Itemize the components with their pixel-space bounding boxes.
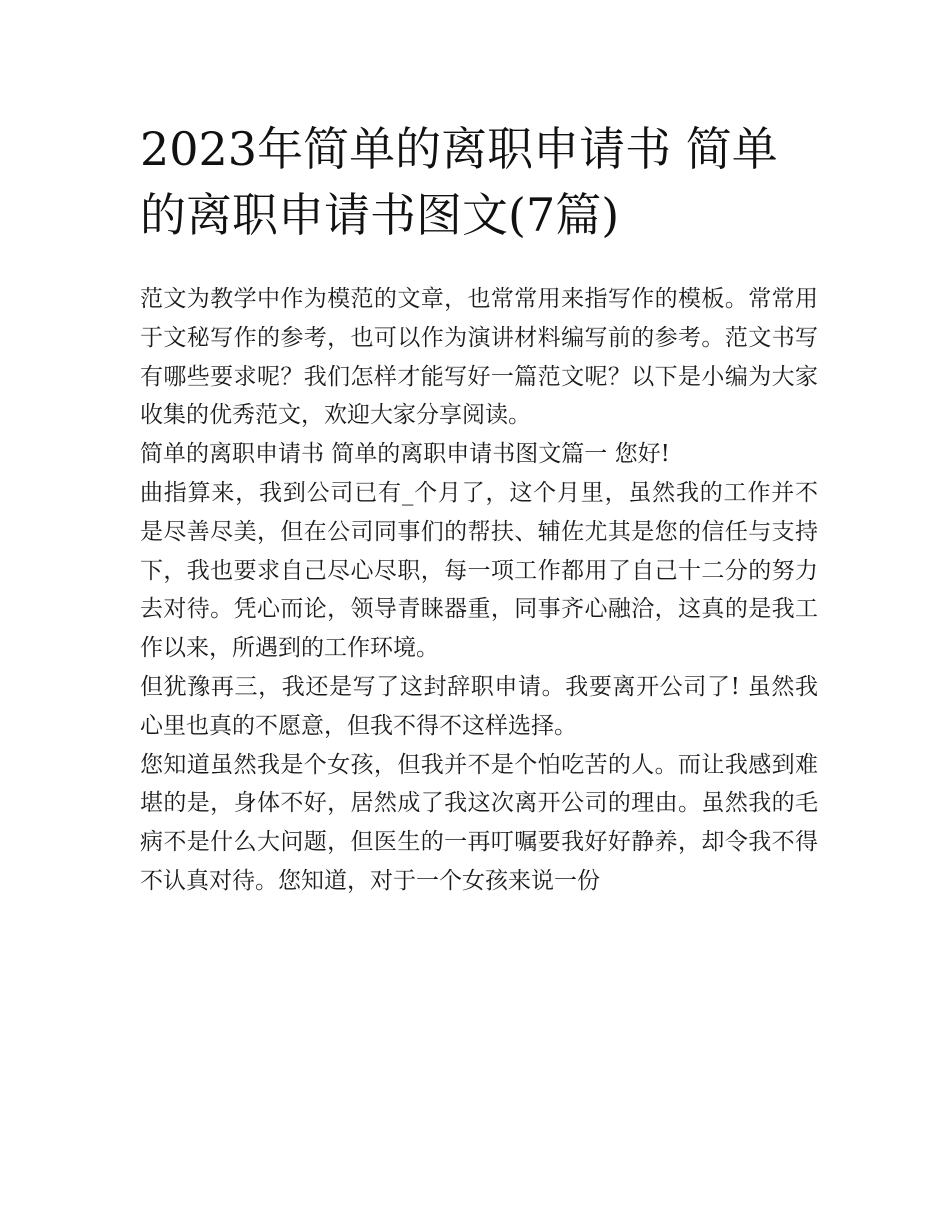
document-body: [140, 280, 818, 901]
paragraph-body-2: 但犹豫再三，我还是写了这封辞职申请。我要离开公司了! 虽然我心里也真的不愿意，但我不得不这样选择。: [140, 673, 818, 739]
document-title: 2023年简单的离职申请书 简单的离职申请书图文(7篇): [140, 122, 778, 242]
paragraph-heading-greeting: 简单的离职申请书 简单的离职申请书图文篇一 您好!: [140, 441, 670, 468]
paragraph-body-3: 您知道虽然我是个女孩，但我并不是个怕吃苦的人。而让我感到难堪的是，身体不好，居然成了我这次离开公司的理由。虽然我的毛病不是什么大问题，但医生的一再叮嘱要我好好静养，却令我不得不认真对待。您知道，对于一个女孩来说一份: [140, 751, 818, 894]
paragraph-intro: 范文为教学中作为模范的文章，也常常用来指写作的模板。常常用于文秘写作的参考，也可以作为演讲材料编写前的参考。范文书写有哪些要求呢？我们怎样才能写好一篇范文呢？以下是小编为大家收集的优秀范文，欢迎大家分享阅读。: [140, 286, 818, 429]
paragraph-body-1: 曲指算来，我到公司已有_个月了，这个月里，虽然我的工作并不是尽善尽美，但在公司同事们的帮扶、辅佐尤其是您的信任与支持下，我也要求自己尽心尽职，每一项工作都用了自己十二分的努力去对待。凭心而论，领导青睐器重，同事齐心融洽，这真的是我工作以来，所遇到的工作环境。: [140, 479, 818, 662]
